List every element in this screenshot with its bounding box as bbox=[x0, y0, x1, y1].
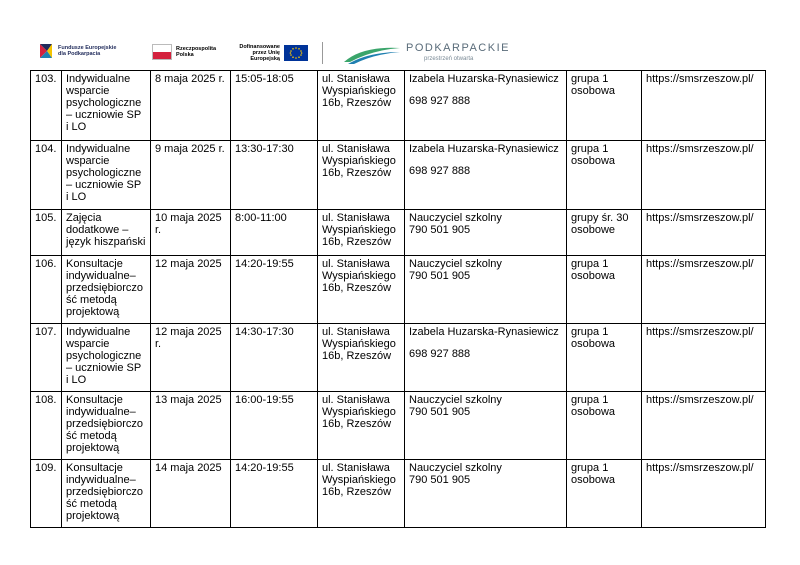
podkarpackie-logo bbox=[342, 40, 512, 66]
contact-phone: 790 501 905 bbox=[409, 270, 471, 282]
event-date: 8 maja 2025 r. bbox=[151, 71, 231, 141]
event-date: 10 maja 2025 r. bbox=[151, 210, 231, 256]
contact-phone: 698 927 888 bbox=[409, 348, 471, 360]
website-link: https://smsrzeszow.pl/ bbox=[642, 324, 766, 392]
contact-phone: 790 501 905 bbox=[409, 406, 471, 418]
event-date: 14 maja 2025 bbox=[151, 460, 231, 528]
activity-name: Konsultacje indywidualne– przedsiębiorczo ść metodą projektową bbox=[62, 392, 151, 460]
fe-logo-text: Fundusze Europejskie dla Podkarpacia bbox=[58, 45, 117, 57]
group-size: grupa 1 osobowa bbox=[567, 256, 642, 324]
row-number: 107. bbox=[31, 324, 62, 392]
contact-cell bbox=[405, 392, 567, 460]
group-size: grupa 1 osobowa bbox=[567, 141, 642, 210]
row-number: 106. bbox=[31, 256, 62, 324]
contact-person: Nauczyciel szkolny bbox=[409, 258, 502, 270]
event-time: 8:00-11:00 bbox=[231, 210, 318, 256]
row-number: 103. bbox=[31, 71, 62, 141]
row-number: 108. bbox=[31, 392, 62, 460]
event-time: 13:30-17:30 bbox=[231, 141, 318, 210]
row-number: 105. bbox=[31, 210, 62, 256]
event-address: ul. Stanisława Wyspiańskiego 16b, Rzeszów bbox=[318, 256, 405, 324]
table-row bbox=[31, 324, 766, 392]
table-row bbox=[31, 141, 766, 210]
row-number: 104. bbox=[31, 141, 62, 210]
group-size: grupa 1 osobowa bbox=[567, 460, 642, 528]
contact-phone: 698 927 888 bbox=[409, 95, 471, 107]
contact-person: Izabela Huzarska-Rynasiewicz bbox=[409, 73, 559, 85]
contact-phone: 790 501 905 bbox=[409, 474, 471, 486]
table-row bbox=[31, 71, 766, 141]
event-date: 12 maja 2025 bbox=[151, 256, 231, 324]
group-size: grupa 1 osobowa bbox=[567, 392, 642, 460]
event-address: ul. Stanisława Wyspiańskiego 16b, Rzeszów bbox=[318, 460, 405, 528]
eu-flag-icon bbox=[284, 45, 308, 61]
activity-name: Indywidualne wsparcie psychologiczne – uczniowie SP i LO bbox=[62, 324, 151, 392]
table-row bbox=[31, 210, 766, 256]
table-row bbox=[31, 256, 766, 324]
website-link: https://smsrzeszow.pl/ bbox=[642, 460, 766, 528]
contact-person: Nauczyciel szkolny bbox=[409, 462, 502, 474]
rp-logo bbox=[152, 44, 216, 60]
podkarpackie-swoosh-icon bbox=[342, 40, 402, 66]
pl-flag-icon bbox=[152, 44, 172, 60]
activity-name: Konsultacje indywidualne– przedsiębiorczo ść metodą projektową bbox=[62, 256, 151, 324]
event-time: 14:30-17:30 bbox=[231, 324, 318, 392]
website-link: https://smsrzeszow.pl/ bbox=[642, 210, 766, 256]
region-tagline: przestrzeń otwarta bbox=[424, 56, 474, 62]
ue-logo bbox=[232, 44, 308, 62]
website-link: https://smsrzeszow.pl/ bbox=[642, 141, 766, 210]
activity-name: Indywidualne wsparcie psychologiczne – uczniowie SP i LO bbox=[62, 141, 151, 210]
fe-logo bbox=[38, 42, 118, 60]
website-link: https://smsrzeszow.pl/ bbox=[642, 71, 766, 141]
website-link: https://smsrzeszow.pl/ bbox=[642, 392, 766, 460]
contact-person: Izabela Huzarska-Rynasiewicz bbox=[409, 326, 559, 338]
group-size: grupa 1 osobowa bbox=[567, 71, 642, 141]
row-number: 109. bbox=[31, 460, 62, 528]
group-size: grupa 1 osobowa bbox=[567, 324, 642, 392]
rp-logo-text: Rzeczpospolita Polska bbox=[176, 46, 217, 58]
logo-separator bbox=[322, 42, 323, 64]
event-address: ul. Stanisława Wyspiańskiego 16b, Rzeszów bbox=[318, 392, 405, 460]
contact-person: Izabela Huzarska-Rynasiewicz bbox=[409, 143, 559, 155]
event-time: 14:20-19:55 bbox=[231, 460, 318, 528]
schedule-table bbox=[30, 70, 766, 528]
event-date: 12 maja 2025 r. bbox=[151, 324, 231, 392]
logo-strip bbox=[0, 0, 800, 70]
fe-flag-icon bbox=[38, 42, 54, 60]
event-time: 16:00-19:55 bbox=[231, 392, 318, 460]
event-time: 14:20-19:55 bbox=[231, 256, 318, 324]
contact-phone: 790 501 905 bbox=[409, 224, 471, 236]
contact-cell bbox=[405, 460, 567, 528]
contact-cell bbox=[405, 71, 567, 141]
contact-cell bbox=[405, 256, 567, 324]
table-row bbox=[31, 392, 766, 460]
table-row bbox=[31, 460, 766, 528]
contact-person: Nauczyciel szkolny bbox=[409, 212, 502, 224]
event-address: ul. Stanisława Wyspiańskiego 16b, Rzeszów bbox=[318, 71, 405, 141]
event-date: 9 maja 2025 r. bbox=[151, 141, 231, 210]
activity-name: Zajęcia dodatkowe – język hiszpański bbox=[62, 210, 151, 256]
ue-logo-text: Dofinansowane przez Unię Europejską bbox=[239, 44, 280, 62]
group-size: grupy śr. 30 osobowe bbox=[567, 210, 642, 256]
event-address: ul. Stanisława Wyspiańskiego 16b, Rzeszów bbox=[318, 210, 405, 256]
activity-name: Indywidualne wsparcie psychologiczne – uczniowie SP i LO bbox=[62, 71, 151, 141]
event-time: 15:05-18:05 bbox=[231, 71, 318, 141]
website-link: https://smsrzeszow.pl/ bbox=[642, 256, 766, 324]
contact-cell bbox=[405, 141, 567, 210]
activity-name: Konsultacje indywidualne– przedsiębiorczo ść metodą projektową bbox=[62, 460, 151, 528]
contact-cell bbox=[405, 210, 567, 256]
contact-cell bbox=[405, 324, 567, 392]
event-address: ul. Stanisława Wyspiańskiego 16b, Rzeszów bbox=[318, 141, 405, 210]
region-name: PODKARPACKIE bbox=[406, 42, 510, 54]
event-address: ul. Stanisława Wyspiańskiego 16b, Rzeszów bbox=[318, 324, 405, 392]
contact-person: Nauczyciel szkolny bbox=[409, 394, 502, 406]
contact-phone: 698 927 888 bbox=[409, 165, 471, 177]
event-date: 13 maja 2025 bbox=[151, 392, 231, 460]
